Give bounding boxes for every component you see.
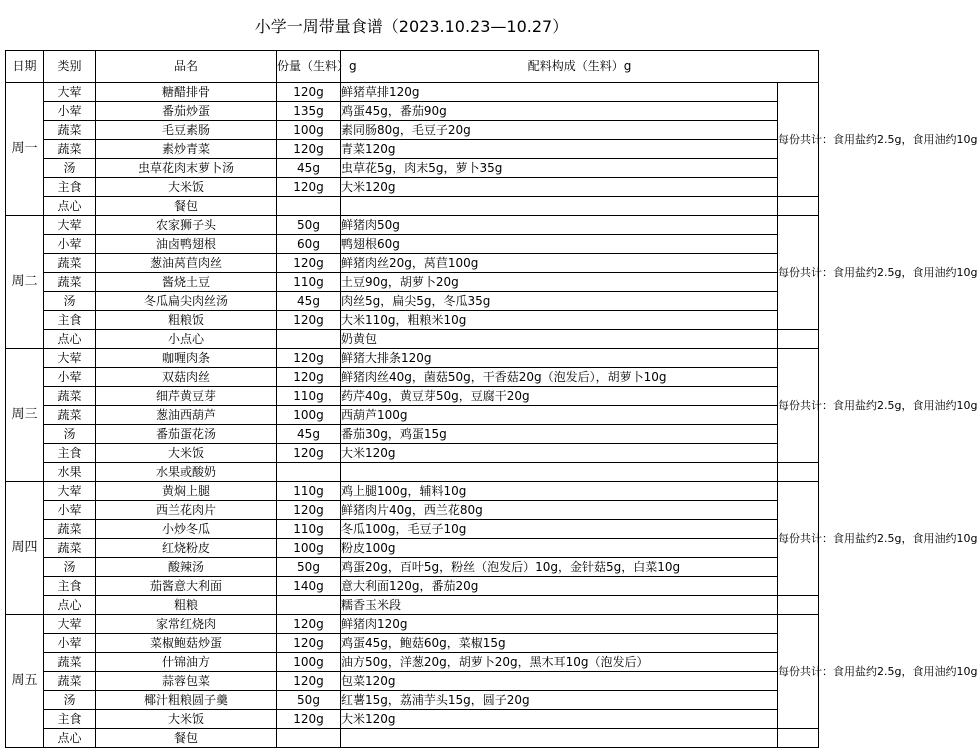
- header-row: [6, 51, 819, 83]
- category-cell[interactable]: 小荤: [44, 235, 96, 254]
- category-cell[interactable]: 小荤: [44, 501, 96, 520]
- table-row: [6, 330, 819, 349]
- nutrition-note-cell[interactable]: 每份共计：食用盐约2.5g，食用油约10g: [778, 216, 819, 330]
- dish-cell[interactable]: 葱油莴苣肉丝: [96, 254, 277, 273]
- menu-table: [5, 50, 977, 748]
- dish-cell[interactable]: 大米饭: [96, 710, 277, 729]
- day-cell[interactable]: 周四: [6, 482, 44, 615]
- empty-cell[interactable]: [778, 596, 819, 615]
- ingredients-cell[interactable]: 大米120g: [341, 444, 778, 463]
- portion-cell[interactable]: 45g: [277, 292, 341, 311]
- ingredients-cell[interactable]: 大米120g: [341, 178, 778, 197]
- ingredients-cell[interactable]: 红薯15g，荔浦芋头15g，圆子20g: [341, 691, 778, 710]
- portion-cell[interactable]: 120g: [277, 672, 341, 691]
- ingredients-cell[interactable]: [341, 197, 778, 216]
- ingredients-cell[interactable]: 糯香玉米段: [341, 596, 778, 615]
- category-cell[interactable]: 汤: [44, 159, 96, 178]
- table-row: [6, 121, 819, 140]
- category-cell[interactable]: 主食: [44, 178, 96, 197]
- portion-cell[interactable]: 110g: [277, 520, 341, 539]
- ingredients-cell[interactable]: [341, 463, 778, 482]
- category-cell[interactable]: 小荤: [44, 634, 96, 653]
- dish-cell[interactable]: 素炒青菜: [96, 140, 277, 159]
- portion-cell[interactable]: 135g: [277, 102, 341, 121]
- table-row: [6, 178, 819, 197]
- category-cell[interactable]: 点心: [44, 197, 96, 216]
- table-row: [6, 425, 819, 444]
- category-cell[interactable]: 大荤: [44, 482, 96, 501]
- portion-cell[interactable]: 110g: [277, 387, 341, 406]
- category-cell[interactable]: 汤: [44, 292, 96, 311]
- ingredients-cell[interactable]: 冬瓜100g，毛豆子10g: [341, 520, 778, 539]
- table-row: [6, 387, 819, 406]
- category-cell[interactable]: 小荤: [44, 102, 96, 121]
- dish-cell[interactable]: 咖喱肉条: [96, 349, 277, 368]
- dish-cell[interactable]: 小炒冬瓜: [96, 520, 277, 539]
- ingredients-cell[interactable]: 鸡蛋20g，百叶5g，粉丝（泡发后）10g，金针菇5g，白菜10g: [341, 558, 778, 577]
- portion-cell[interactable]: [277, 197, 341, 216]
- ingredients-cell[interactable]: [341, 729, 778, 748]
- ingredients-cell[interactable]: 油方50g，洋葱20g，胡萝卜20g，黑木耳10g（泡发后）: [341, 653, 778, 672]
- dish-cell[interactable]: 农家狮子头: [96, 216, 277, 235]
- dish-cell[interactable]: 椰汁粗粮圆子羹: [96, 691, 277, 710]
- portion-cell[interactable]: 110g: [277, 482, 341, 501]
- table-row: [6, 520, 819, 539]
- dish-cell[interactable]: 毛豆素肠: [96, 121, 277, 140]
- ingredients-cell[interactable]: 肉丝5g，扁尖5g，冬瓜35g: [341, 292, 778, 311]
- table-row: [6, 197, 819, 216]
- portion-cell[interactable]: 50g: [277, 691, 341, 710]
- ingredients-cell[interactable]: 鸡蛋45g，鲍菇60g，菜椒15g: [341, 634, 778, 653]
- empty-cell[interactable]: [778, 330, 819, 349]
- empty-cell[interactable]: [778, 463, 819, 482]
- table-row: [6, 729, 819, 748]
- portion-cell[interactable]: 45g: [277, 425, 341, 444]
- portion-cell[interactable]: [277, 596, 341, 615]
- day-cell[interactable]: 周二: [6, 216, 44, 349]
- category-cell[interactable]: 主食: [44, 311, 96, 330]
- category-cell[interactable]: 蔬菜: [44, 653, 96, 672]
- category-cell[interactable]: 主食: [44, 444, 96, 463]
- table-row: [6, 254, 819, 273]
- table-row: [6, 140, 819, 159]
- table-row: [6, 691, 819, 710]
- portion-cell[interactable]: [277, 729, 341, 748]
- dish-cell[interactable]: 双菇肉丝: [96, 368, 277, 387]
- dish-cell[interactable]: 家常红烧肉: [96, 615, 277, 634]
- category-cell[interactable]: 大荤: [44, 216, 96, 235]
- dish-cell[interactable]: 油卤鸭翅根: [96, 235, 277, 254]
- nutrition-note-cell[interactable]: 每份共计：食用盐约2.5g，食用油约10g: [778, 349, 819, 463]
- portion-cell[interactable]: 120g: [277, 254, 341, 273]
- portion-cell[interactable]: 50g: [277, 216, 341, 235]
- portion-cell[interactable]: 100g: [277, 539, 341, 558]
- ingredients-cell[interactable]: 鸡蛋45g，番茄90g: [341, 102, 778, 121]
- ingredients-cell[interactable]: 西葫芦100g: [341, 406, 778, 425]
- dish-cell[interactable]: 大米饭: [96, 178, 277, 197]
- table-row: [6, 672, 819, 691]
- category-cell[interactable]: 主食: [44, 577, 96, 596]
- header-category: 类别: [44, 51, 96, 83]
- category-cell[interactable]: 蔬菜: [44, 520, 96, 539]
- dish-cell[interactable]: 餐包: [96, 729, 277, 748]
- category-cell[interactable]: 小荤: [44, 368, 96, 387]
- portion-cell[interactable]: [277, 330, 341, 349]
- portion-cell[interactable]: 120g: [277, 178, 341, 197]
- category-cell[interactable]: 主食: [44, 710, 96, 729]
- dish-cell[interactable]: 葱油西葫芦: [96, 406, 277, 425]
- page-title: 小学一周带量食谱（2023.10.23—10.27）: [254, 17, 569, 36]
- header-ingredients: 配料构成（生料）g: [341, 51, 819, 83]
- category-cell[interactable]: 点心: [44, 729, 96, 748]
- portion-cell[interactable]: 120g: [277, 501, 341, 520]
- ingredients-cell[interactable]: 鲜猪肉120g: [341, 615, 778, 634]
- ingredients-cell[interactable]: 虫草花5g，肉末5g，萝卜35g: [341, 159, 778, 178]
- table-row: [6, 349, 819, 368]
- ingredients-cell[interactable]: 包菜120g: [341, 672, 778, 691]
- table-row: [6, 501, 819, 520]
- table-row: [6, 615, 819, 634]
- day-cell[interactable]: 周三: [6, 349, 44, 482]
- empty-cell[interactable]: [778, 729, 819, 748]
- ingredients-cell[interactable]: 鲜猪草排120g: [341, 83, 778, 102]
- ingredients-cell[interactable]: 大米120g: [341, 710, 778, 729]
- dish-cell[interactable]: 菜椒鲍菇炒蛋: [96, 634, 277, 653]
- ingredients-cell[interactable]: 土豆90g，胡萝卜20g: [341, 273, 778, 292]
- ingredients-cell[interactable]: 鲜猪肉丝40g，菌菇50g，干香菇20g（泡发后），胡萝卜10g: [341, 368, 778, 387]
- portion-cell[interactable]: 120g: [277, 444, 341, 463]
- dish-cell[interactable]: 餐包: [96, 197, 277, 216]
- table-row: [6, 406, 819, 425]
- ingredients-cell[interactable]: 奶黄包: [341, 330, 778, 349]
- ingredients-cell[interactable]: 鲜猪肉丝20g，莴苣100g: [341, 254, 778, 273]
- category-cell[interactable]: 水果: [44, 463, 96, 482]
- portion-cell[interactable]: 120g: [277, 140, 341, 159]
- category-cell[interactable]: 蔬菜: [44, 121, 96, 140]
- ingredients-cell[interactable]: 意大利面120g，番茄20g: [341, 577, 778, 596]
- portion-cell[interactable]: [277, 463, 341, 482]
- category-cell[interactable]: 大荤: [44, 83, 96, 102]
- portion-cell[interactable]: 120g: [277, 311, 341, 330]
- category-cell[interactable]: 蔬菜: [44, 539, 96, 558]
- header-portion: 份量（生料）g: [277, 51, 341, 83]
- dish-cell[interactable]: 粗粮: [96, 596, 277, 615]
- portion-cell[interactable]: 140g: [277, 577, 341, 596]
- nutrition-note-cell[interactable]: 每份共计：食用盐约2.5g，食用油约10g: [778, 83, 819, 197]
- ingredients-cell[interactable]: 青菜120g: [341, 140, 778, 159]
- ingredients-cell[interactable]: 鲜猪肉片40g，西兰花80g: [341, 501, 778, 520]
- table-row: [6, 558, 819, 577]
- table-row: [6, 596, 819, 615]
- table-row: [6, 216, 819, 235]
- portion-cell[interactable]: 45g: [277, 159, 341, 178]
- dish-cell[interactable]: 蒜蓉包菜: [96, 672, 277, 691]
- table-row: [6, 653, 819, 672]
- portion-cell[interactable]: 110g: [277, 273, 341, 292]
- ingredients-cell[interactable]: 素同肠80g，毛豆子20g: [341, 121, 778, 140]
- day-cell[interactable]: 周一: [6, 83, 44, 216]
- category-cell[interactable]: 蔬菜: [44, 140, 96, 159]
- table-row: [6, 159, 819, 178]
- table-row: [6, 235, 819, 254]
- nutrition-note-cell[interactable]: 每份共计：食用盐约2.5g，食用油约10g: [778, 615, 819, 729]
- table-row: [6, 292, 819, 311]
- category-cell[interactable]: 蔬菜: [44, 406, 96, 425]
- dish-cell[interactable]: 番茄蛋花汤: [96, 425, 277, 444]
- dish-cell[interactable]: 冬瓜扁尖肉丝汤: [96, 292, 277, 311]
- dish-cell[interactable]: 大米饭: [96, 444, 277, 463]
- dish-cell[interactable]: 酸辣汤: [96, 558, 277, 577]
- ingredients-cell[interactable]: 鲜猪大排条120g: [341, 349, 778, 368]
- table-row: [6, 577, 819, 596]
- category-cell[interactable]: 大荤: [44, 349, 96, 368]
- table-row: [6, 444, 819, 463]
- portion-cell[interactable]: 100g: [277, 653, 341, 672]
- category-cell[interactable]: 汤: [44, 558, 96, 577]
- dish-cell[interactable]: 酱烧土豆: [96, 273, 277, 292]
- category-cell[interactable]: 汤: [44, 691, 96, 710]
- dish-cell[interactable]: 黄焖上腿: [96, 482, 277, 501]
- category-cell[interactable]: 蔬菜: [44, 254, 96, 273]
- ingredients-cell[interactable]: 大米110g，粗粮米10g: [341, 311, 778, 330]
- dish-cell[interactable]: 虫草花肉末萝卜汤: [96, 159, 277, 178]
- portion-cell[interactable]: 120g: [277, 368, 341, 387]
- category-cell[interactable]: 蔬菜: [44, 672, 96, 691]
- table-row: [6, 634, 819, 653]
- dish-cell[interactable]: 细芹黄豆芽: [96, 387, 277, 406]
- portion-cell[interactable]: 100g: [277, 406, 341, 425]
- dish-cell[interactable]: 粗粮饭: [96, 311, 277, 330]
- ingredients-cell[interactable]: 粉皮100g: [341, 539, 778, 558]
- dish-cell[interactable]: 番茄炒蛋: [96, 102, 277, 121]
- portion-cell[interactable]: 60g: [277, 235, 341, 254]
- category-cell[interactable]: 蔬菜: [44, 273, 96, 292]
- portion-cell[interactable]: 120g: [277, 83, 341, 102]
- category-cell[interactable]: 汤: [44, 425, 96, 444]
- day-cell[interactable]: 周五: [6, 615, 44, 748]
- ingredients-cell[interactable]: 鲜猪肉50g: [341, 216, 778, 235]
- header-date: 日期: [6, 51, 44, 83]
- table-row: [6, 311, 819, 330]
- table-row: [6, 83, 819, 102]
- table-row: [6, 463, 819, 482]
- portion-cell[interactable]: 50g: [277, 558, 341, 577]
- table-row: [6, 368, 819, 387]
- portion-cell[interactable]: 120g: [277, 349, 341, 368]
- empty-cell[interactable]: [778, 197, 819, 216]
- portion-cell[interactable]: 120g: [277, 634, 341, 653]
- ingredients-cell[interactable]: 番茄30g，鸡蛋15g: [341, 425, 778, 444]
- nutrition-note-cell[interactable]: 每份共计：食用盐约2.5g，食用油约10g: [778, 482, 819, 596]
- ingredients-cell[interactable]: 鸡上腿100g，辅料10g: [341, 482, 778, 501]
- menu-body: [6, 83, 977, 748]
- category-cell[interactable]: 大荤: [44, 615, 96, 634]
- portion-cell[interactable]: 100g: [277, 121, 341, 140]
- ingredients-cell[interactable]: 鸭翅根60g: [341, 235, 778, 254]
- dish-cell[interactable]: 红烧粉皮: [96, 539, 277, 558]
- dish-cell[interactable]: 水果或酸奶: [96, 463, 277, 482]
- table-row: [6, 482, 819, 501]
- category-cell[interactable]: 点心: [44, 596, 96, 615]
- dish-cell[interactable]: 小点心: [96, 330, 277, 349]
- header-dish: 品名: [96, 51, 277, 83]
- table-row: [6, 273, 819, 292]
- dish-cell[interactable]: 茄酱意大利面: [96, 577, 277, 596]
- portion-cell[interactable]: 120g: [277, 615, 341, 634]
- category-cell[interactable]: 蔬菜: [44, 387, 96, 406]
- table-row: [6, 102, 819, 121]
- table-row: [6, 710, 819, 729]
- table-row: [6, 539, 819, 558]
- ingredients-cell[interactable]: 药芹40g，黄豆芽50g，豆腐干20g: [341, 387, 778, 406]
- dish-cell[interactable]: 西兰花肉片: [96, 501, 277, 520]
- dish-cell[interactable]: 什锦油方: [96, 653, 277, 672]
- dish-cell[interactable]: 糖醋排骨: [96, 83, 277, 102]
- portion-cell[interactable]: 120g: [277, 710, 341, 729]
- category-cell[interactable]: 点心: [44, 330, 96, 349]
